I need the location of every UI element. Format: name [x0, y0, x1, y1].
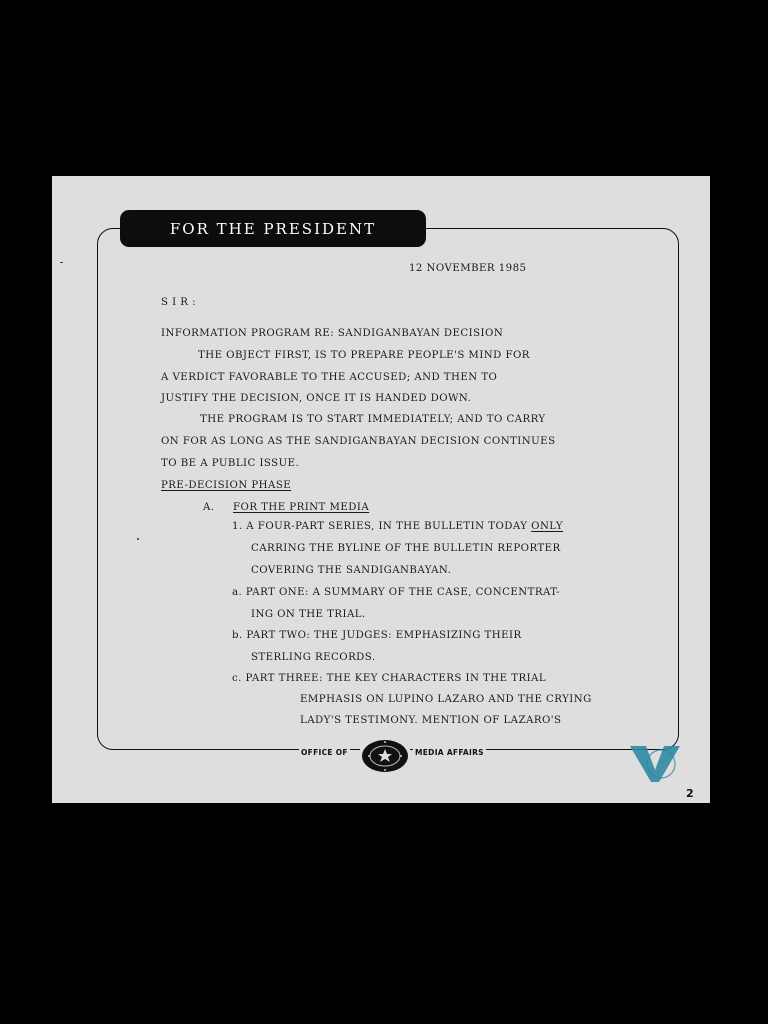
- item-1-line: COVERING THE SANDIGANBAYAN.: [251, 565, 452, 576]
- item-1-emphasis: ONLY: [531, 521, 564, 532]
- item-a-label: FOR THE PRINT MEDIA: [233, 502, 370, 513]
- office-seal-icon: [360, 738, 410, 774]
- memo-salutation: S I R :: [161, 297, 196, 308]
- paragraph-line: TO BE A PUBLIC ISSUE.: [161, 458, 300, 469]
- scan-speck: [60, 262, 63, 263]
- memo-page: [52, 176, 710, 803]
- header-banner: [120, 210, 426, 247]
- paragraph-line: JUSTIFY THE DECISION, ONCE IT IS HANDED DOWN.: [161, 393, 472, 404]
- subitem-b-line: STERLING RECORDS.: [251, 652, 376, 663]
- item-a-marker: A.: [203, 502, 215, 513]
- subitem-a-line: a. PART ONE: A SUMMARY OF THE CASE, CONCENTRAT-: [232, 587, 561, 598]
- item-1-text: 1. A FOUR-PART SERIES, IN THE BULLETIN TODAY: [232, 521, 532, 532]
- paragraph-line: A VERDICT FAVORABLE TO THE ACCUSED; AND THEN TO: [161, 372, 498, 383]
- paragraph-line: THE PROGRAM IS TO START IMMEDIATELY; AND TO CARRY: [200, 414, 546, 425]
- footer-media-affairs: MEDIA AFFAIRS: [415, 748, 484, 757]
- item-1-line: [232, 522, 563, 532]
- subitem-a-line: ING ON THE TRIAL.: [251, 609, 366, 620]
- header-title: FOR THE PRESIDENT: [169, 219, 377, 238]
- footer-office-of: OFFICE OF: [301, 748, 348, 757]
- memo-date: 12 NOVEMBER 1985: [409, 263, 527, 274]
- paragraph-line: THE OBJECT FIRST, IS TO PREPARE PEOPLE'S MIND FOR: [198, 350, 530, 361]
- memo-subject: INFORMATION PROGRAM RE: SANDIGANBAYAN DECISION: [161, 328, 504, 339]
- subitem-c-line: c. PART THREE: THE KEY CHARACTERS IN THE TRIAL: [232, 673, 547, 684]
- subitem-b-line: b. PART TWO: THE JUDGES: EMPHASIZING THEIR: [232, 630, 522, 641]
- item-1-line: CARRING THE BYLINE OF THE BULLETIN REPORTER: [251, 543, 561, 554]
- subitem-c-line: EMPHASIS ON LUPINO LAZARO AND THE CRYING: [300, 694, 592, 705]
- v-stamp-icon: [628, 742, 682, 784]
- section-heading: PRE-DECISION PHASE: [161, 480, 292, 491]
- subitem-c-line: LADY'S TESTIMONY. MENTION OF LAZARO'S: [300, 715, 562, 726]
- scan-speck: [137, 538, 139, 540]
- paragraph-line: ON FOR AS LONG AS THE SANDIGANBAYAN DECISION CONTINUES: [161, 436, 556, 447]
- page-number: 2: [686, 787, 694, 800]
